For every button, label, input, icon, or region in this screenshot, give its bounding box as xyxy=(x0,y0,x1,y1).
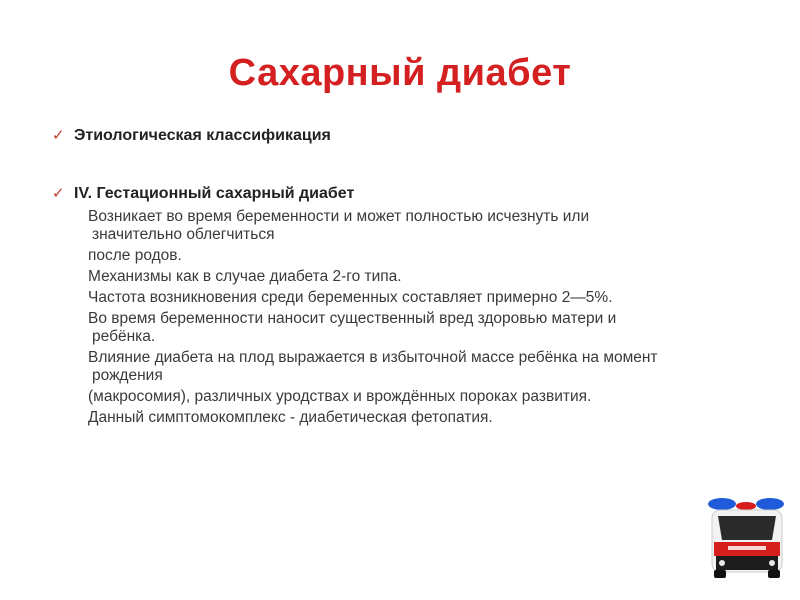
body-line: Возникает во время беременности и может полностью исчезнуть или xyxy=(88,208,590,225)
body-line: после родов. xyxy=(88,247,182,264)
slide-title: Сахарный диабет xyxy=(228,52,572,94)
body-line: Механизмы как в случае диабета 2-го типа. xyxy=(88,268,402,285)
checkmark-icon: ✓ xyxy=(52,185,65,202)
bullet-label: Этиологическая классификация xyxy=(74,127,331,144)
body-line: Частота возникновения среди беременных составляет примерно 2—5%. xyxy=(88,289,613,306)
body-line: ребёнка. xyxy=(92,328,156,345)
bullet-etiological-classification xyxy=(52,126,331,145)
body-line: Во время беременности наносит существенный вред здоровью матери и xyxy=(88,310,617,327)
body-line: (макросомия), различных уродствах и врождённых пороках развития. xyxy=(88,388,592,405)
body-line: Влияние диабета на плод выражается в избыточной массе ребёнка на момент xyxy=(88,349,658,366)
body-line: Данный симптомокомплекс - диабетическая фетопатия. xyxy=(88,409,493,426)
body-line: рождения xyxy=(92,367,163,384)
ambulance-icon xyxy=(704,494,790,582)
body-text xyxy=(88,208,758,427)
bullet-gestational-diabetes xyxy=(52,184,354,203)
bullet-label: IV. Гестационный сахарный диабет xyxy=(74,185,355,202)
body-line: значительно облегчиться xyxy=(92,226,275,243)
checkmark-icon: ✓ xyxy=(52,127,65,144)
